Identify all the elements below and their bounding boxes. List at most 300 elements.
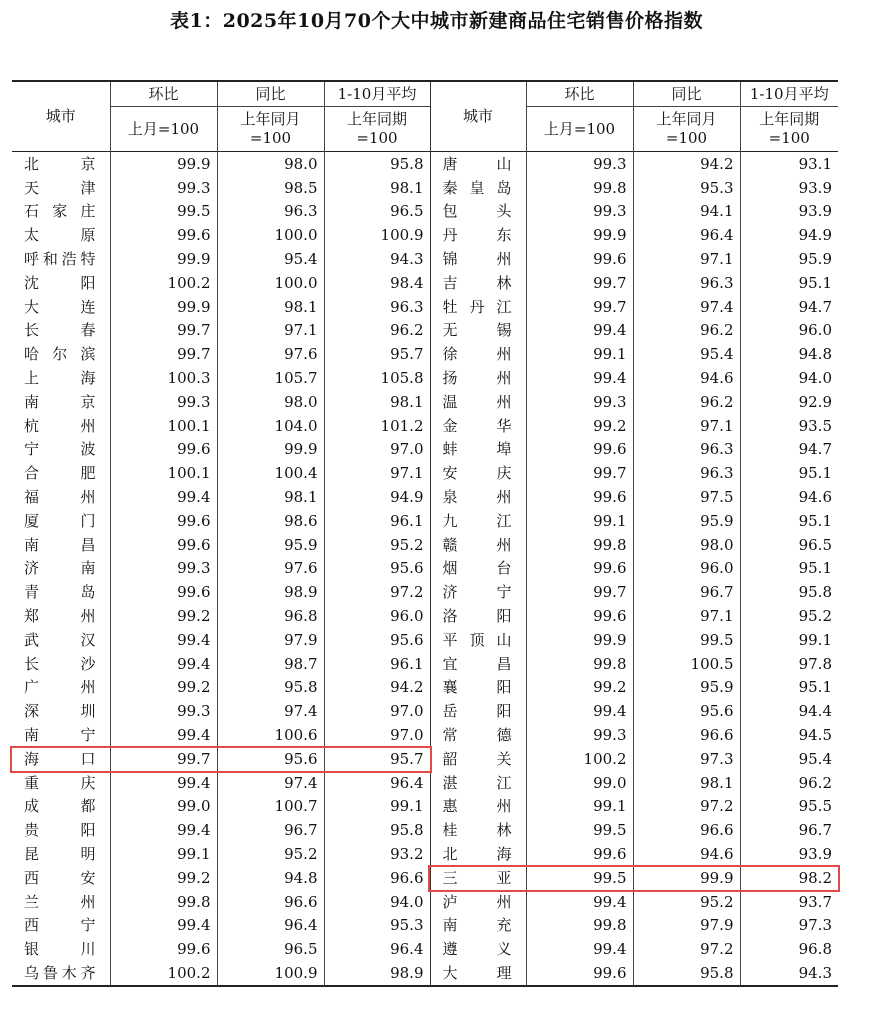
- table-row: [12, 200, 838, 224]
- yoy-value-right: 98.1: [633, 771, 740, 795]
- yoy-value-right: 97.2: [633, 795, 740, 819]
- mom-value-right: 99.2: [526, 676, 633, 700]
- mom-value-left: 99.2: [110, 676, 217, 700]
- header-mom-sub-left: 上月=100: [110, 107, 217, 152]
- table-row: [12, 580, 838, 604]
- avg-value-right: 95.1: [798, 511, 832, 530]
- city-name-right: 丹东: [430, 223, 526, 247]
- mom-value-right: 99.1: [526, 509, 633, 533]
- yoy-value-right: 94.2: [633, 152, 740, 176]
- yoy-value-left: 94.8: [217, 866, 324, 890]
- city-name-left: 宁波: [12, 438, 110, 462]
- header-avg-sub-left: [324, 107, 430, 152]
- yoy-value-right: 94.1: [633, 200, 740, 224]
- table-row: [12, 890, 838, 914]
- header-yoy-sub-line2: =100: [665, 129, 708, 147]
- header-avg-left: 1-10月平均: [324, 81, 430, 107]
- yoy-value-right: 95.6: [633, 699, 740, 723]
- table-title: 表1：2025年10月70个大中城市新建商品住宅销售价格指数: [170, 10, 703, 32]
- city-name-left: 广州: [12, 676, 110, 700]
- header-yoy-sub-right: [633, 107, 740, 152]
- city-name-right: 北海: [430, 842, 526, 866]
- avg-value-right: 95.9: [798, 250, 832, 269]
- header-yoy-sub-line1: 上年同月: [240, 110, 301, 128]
- city-name-left: 太原: [12, 223, 110, 247]
- mom-value-right: 99.4: [526, 366, 633, 390]
- city-name-right: 锦州: [430, 247, 526, 271]
- city-name-left: 杭州: [12, 414, 110, 438]
- city-name-left: 哈尔滨: [12, 342, 110, 366]
- avg-value-left: 100.9: [324, 223, 430, 247]
- yoy-value-right: 96.4: [633, 223, 740, 247]
- table-row: [12, 604, 838, 628]
- yoy-value-left: 98.7: [217, 652, 324, 676]
- city-name-left: 南宁: [12, 723, 110, 747]
- city-name-right: 三亚: [430, 866, 526, 890]
- city-name-right: 大理: [430, 961, 526, 986]
- table-row: [12, 414, 838, 438]
- avg-value-right: 96.8: [798, 940, 832, 959]
- city-name-right: 遵义: [430, 937, 526, 961]
- table-row: [12, 914, 838, 938]
- yoy-value-left: 97.4: [217, 771, 324, 795]
- city-name-right: 宜昌: [430, 652, 526, 676]
- avg-value-right: 93.9: [798, 845, 832, 863]
- city-name-right: 徐州: [430, 342, 526, 366]
- city-name-left: 郑州: [12, 604, 110, 628]
- mom-value-left: 99.4: [110, 818, 217, 842]
- header-yoy-left: 同比: [217, 81, 324, 107]
- yoy-value-right: 95.3: [633, 176, 740, 200]
- header-yoy-sub-line2: =100: [249, 129, 292, 147]
- avg-value-right: 96.2: [798, 773, 832, 792]
- city-name-right: 泸州: [430, 890, 526, 914]
- table-row: [12, 676, 838, 700]
- city-name-right: 襄阳: [430, 676, 526, 700]
- table-row: [12, 223, 838, 247]
- avg-value-right: 93.7: [798, 892, 832, 911]
- yoy-value-left: 98.1: [217, 295, 324, 319]
- city-name-right: 包头: [430, 200, 526, 224]
- avg-value-left: 94.3: [324, 247, 430, 271]
- city-name-right: 安庆: [430, 461, 526, 485]
- table-body: [12, 152, 838, 986]
- mom-value-right: 99.7: [526, 461, 633, 485]
- city-name-right: 惠州: [430, 795, 526, 819]
- mom-value-right: 99.4: [526, 890, 633, 914]
- table-row: [12, 699, 838, 723]
- avg-value-left: 93.2: [324, 842, 430, 866]
- yoy-value-left: 95.8: [217, 676, 324, 700]
- mom-value-right: 99.8: [526, 176, 633, 200]
- header-avg-sub-line1: 上年同期: [759, 110, 820, 128]
- mom-value-left: 99.0: [110, 795, 217, 819]
- table-row: [12, 652, 838, 676]
- avg-value-left: 98.9: [324, 961, 430, 986]
- mom-value-right: 99.5: [526, 866, 633, 890]
- yoy-value-left: 98.1: [217, 485, 324, 509]
- mom-value-right: 99.6: [526, 247, 633, 271]
- city-name-right: 吉林: [430, 271, 526, 295]
- mom-value-right: 99.1: [526, 795, 633, 819]
- avg-value-left: 96.0: [324, 604, 430, 628]
- yoy-value-left: 96.8: [217, 604, 324, 628]
- city-name-left: 昆明: [12, 842, 110, 866]
- table-row: [12, 628, 838, 652]
- header-avg-sub-line2: =100: [768, 129, 810, 147]
- avg-value-right: 93.9: [798, 202, 832, 221]
- yoy-value-left: 96.4: [217, 914, 324, 938]
- avg-value-right: 95.5: [798, 797, 832, 816]
- city-name-right: 秦皇岛: [430, 176, 526, 200]
- yoy-value-right: 97.1: [633, 604, 740, 628]
- mom-value-left: 100.1: [110, 461, 217, 485]
- yoy-value-right: 96.2: [633, 319, 740, 343]
- city-name-left: 长沙: [12, 652, 110, 676]
- yoy-value-left: 96.7: [217, 818, 324, 842]
- city-name-right: 赣州: [430, 533, 526, 557]
- yoy-value-right: 97.1: [633, 247, 740, 271]
- mom-value-right: 99.6: [526, 842, 633, 866]
- yoy-value-right: 96.3: [633, 438, 740, 462]
- avg-value-right: 97.8: [798, 654, 832, 673]
- yoy-value-right: 99.9: [633, 866, 740, 890]
- city-name-left: 厦门: [12, 509, 110, 533]
- header-avg-right: 1-10月平均: [740, 81, 838, 107]
- header-city-right: 城市: [430, 81, 526, 152]
- avg-value-right: 94.3: [740, 961, 838, 986]
- table-row: [12, 176, 838, 200]
- avg-value-left: 95.6: [324, 557, 430, 581]
- yoy-value-right: 96.3: [633, 271, 740, 295]
- yoy-value-right: 97.9: [633, 914, 740, 938]
- city-name-left: 乌鲁木齐: [12, 961, 110, 986]
- avg-value-right: 98.2: [798, 868, 832, 887]
- table-row: [12, 723, 838, 747]
- avg-value-left: 96.6: [324, 866, 430, 890]
- avg-value-left: 94.2: [324, 676, 430, 700]
- mom-value-left: 99.6: [110, 937, 217, 961]
- avg-value-left: 96.4: [324, 937, 430, 961]
- table-row: [12, 557, 838, 581]
- header-yoy-right: 同比: [633, 81, 740, 107]
- yoy-value-right: 95.9: [633, 509, 740, 533]
- yoy-value-left: 95.9: [217, 533, 324, 557]
- city-name-left: 南昌: [12, 533, 110, 557]
- city-name-left: 北京: [12, 152, 110, 176]
- mom-value-right: 99.4: [526, 937, 633, 961]
- yoy-value-left: 96.6: [217, 890, 324, 914]
- city-name-right: 扬州: [430, 366, 526, 390]
- city-name-right: 南充: [430, 914, 526, 938]
- avg-value-left: 98.1: [324, 176, 430, 200]
- yoy-value-left: 98.0: [217, 152, 324, 176]
- avg-value-right: 94.9: [798, 226, 832, 245]
- city-name-left: 深圳: [12, 699, 110, 723]
- city-name-left: 天津: [12, 176, 110, 200]
- table-row: [12, 533, 838, 557]
- yoy-value-right: 96.6: [633, 723, 740, 747]
- yoy-value-left: 98.6: [217, 509, 324, 533]
- header-mom-sub-right: 上月=100: [526, 107, 633, 152]
- mom-value-right: 99.6: [526, 438, 633, 462]
- city-name-right: 桂林: [430, 818, 526, 842]
- mom-value-left: 99.7: [110, 319, 217, 343]
- city-name-right: 洛阳: [430, 604, 526, 628]
- mom-value-left: 99.9: [110, 247, 217, 271]
- table-row: [12, 247, 838, 271]
- yoy-value-right: 96.2: [633, 390, 740, 414]
- price-index-table: [12, 80, 838, 987]
- mom-value-right: 99.9: [526, 628, 633, 652]
- city-name-right: 烟台: [430, 557, 526, 581]
- yoy-value-right: 97.1: [633, 414, 740, 438]
- avg-value-left: 98.4: [324, 271, 430, 295]
- city-name-left: 合肥: [12, 461, 110, 485]
- avg-value-right: 94.7: [798, 297, 832, 316]
- avg-value-right: 94.4: [798, 702, 832, 721]
- city-name-left: 武汉: [12, 628, 110, 652]
- mom-value-left: 99.3: [110, 176, 217, 200]
- avg-value-left: 95.7: [324, 747, 430, 771]
- mom-value-right: 99.6: [526, 604, 633, 628]
- mom-value-right: 99.7: [526, 271, 633, 295]
- avg-value-left: 97.1: [324, 461, 430, 485]
- city-name-left: 海口: [12, 747, 110, 771]
- yoy-value-left: 97.6: [217, 342, 324, 366]
- yoy-value-right: 95.2: [633, 890, 740, 914]
- avg-value-right: 96.7: [798, 821, 832, 840]
- city-name-right: 九江: [430, 509, 526, 533]
- city-name-right: 蚌埠: [430, 438, 526, 462]
- avg-value-right: 94.0: [798, 369, 832, 388]
- avg-value-right: 95.1: [798, 559, 832, 578]
- header-mom-left: 环比: [110, 81, 217, 107]
- mom-value-right: 99.8: [526, 533, 633, 557]
- avg-value-left: 101.2: [324, 414, 430, 438]
- yoy-value-right: 94.6: [633, 366, 740, 390]
- avg-value-right: 96.5: [798, 535, 832, 554]
- yoy-value-right: 100.5: [633, 652, 740, 676]
- yoy-value-right: 96.7: [633, 580, 740, 604]
- yoy-value-right: 94.6: [633, 842, 740, 866]
- avg-value-right: 94.7: [798, 440, 832, 459]
- mom-value-left: 99.7: [110, 342, 217, 366]
- yoy-value-left: 105.7: [217, 366, 324, 390]
- header-avg-sub-line2: =100: [356, 129, 398, 147]
- city-name-left: 兰州: [12, 890, 110, 914]
- table-row: [12, 747, 838, 771]
- yoy-value-right: 98.0: [633, 533, 740, 557]
- mom-value-left: 99.3: [110, 699, 217, 723]
- mom-value-right: 99.4: [526, 699, 633, 723]
- yoy-value-left: 95.4: [217, 247, 324, 271]
- mom-value-right: 99.2: [526, 414, 633, 438]
- table-row: [12, 342, 838, 366]
- city-name-left: 长春: [12, 319, 110, 343]
- table-row: [12, 295, 838, 319]
- city-name-right: 泉州: [430, 485, 526, 509]
- mom-value-left: 99.4: [110, 723, 217, 747]
- avg-value-left: 95.7: [324, 342, 430, 366]
- city-name-right: 牡丹江: [430, 295, 526, 319]
- yoy-value-right: 99.5: [633, 628, 740, 652]
- avg-value-right: 97.3: [798, 916, 832, 935]
- yoy-value-right: 97.4: [633, 295, 740, 319]
- yoy-value-left: 95.2: [217, 842, 324, 866]
- mom-value-left: 99.6: [110, 533, 217, 557]
- yoy-value-left: 100.4: [217, 461, 324, 485]
- avg-value-right: 96.0: [798, 321, 832, 340]
- table-row: [12, 795, 838, 819]
- table-row: [12, 271, 838, 295]
- avg-value-right: 94.5: [798, 726, 832, 745]
- yoy-value-left: 96.5: [217, 937, 324, 961]
- city-name-left: 沈阳: [12, 271, 110, 295]
- city-name-right: 韶关: [430, 747, 526, 771]
- yoy-value-right: 96.3: [633, 461, 740, 485]
- yoy-value-left: 104.0: [217, 414, 324, 438]
- mom-value-left: 99.3: [110, 390, 217, 414]
- mom-value-left: 99.6: [110, 509, 217, 533]
- avg-value-left: 99.1: [324, 795, 430, 819]
- mom-value-left: 99.5: [110, 200, 217, 224]
- avg-value-left: 94.0: [324, 890, 430, 914]
- city-name-left: 重庆: [12, 771, 110, 795]
- city-name-left: 青岛: [12, 580, 110, 604]
- table-row: [12, 961, 838, 986]
- yoy-value-left: 100.7: [217, 795, 324, 819]
- avg-value-right: 99.1: [798, 630, 832, 649]
- city-name-left: 西安: [12, 866, 110, 890]
- mom-value-right: 99.0: [526, 771, 633, 795]
- mom-value-right: 100.2: [526, 747, 633, 771]
- table-row: [12, 842, 838, 866]
- avg-value-left: 96.1: [324, 509, 430, 533]
- city-name-left: 济南: [12, 557, 110, 581]
- avg-value-right: 95.1: [798, 464, 832, 483]
- yoy-value-left: 98.9: [217, 580, 324, 604]
- table-row: [12, 818, 838, 842]
- header-yoy-sub-line1: 上年同月: [656, 110, 717, 128]
- avg-value-left: 98.1: [324, 390, 430, 414]
- avg-value-right: 95.4: [798, 749, 832, 768]
- header-avg-sub-right: [740, 107, 838, 152]
- avg-value-left: 95.6: [324, 628, 430, 652]
- yoy-value-right: 95.4: [633, 342, 740, 366]
- mom-value-right: 99.6: [526, 485, 633, 509]
- yoy-value-left: 95.6: [217, 747, 324, 771]
- avg-value-left: 95.2: [324, 533, 430, 557]
- mom-value-right: 99.1: [526, 342, 633, 366]
- mom-value-right: 99.4: [526, 319, 633, 343]
- yoy-value-left: 99.9: [217, 438, 324, 462]
- mom-value-left: 99.4: [110, 771, 217, 795]
- city-name-right: 岳阳: [430, 699, 526, 723]
- header-city-left: 城市: [12, 81, 110, 152]
- mom-value-left: 100.3: [110, 366, 217, 390]
- yoy-value-right: 95.8: [633, 961, 740, 986]
- yoy-value-left: 97.4: [217, 699, 324, 723]
- yoy-value-left: 97.6: [217, 557, 324, 581]
- avg-value-right: 95.8: [798, 583, 832, 602]
- city-name-right: 无锡: [430, 319, 526, 343]
- city-name-right: 平顶山: [430, 628, 526, 652]
- city-name-left: 呼和浩特: [12, 247, 110, 271]
- city-name-right: 湛江: [430, 771, 526, 795]
- table-row: [12, 438, 838, 462]
- mom-value-left: 99.6: [110, 223, 217, 247]
- yoy-value-left: 98.5: [217, 176, 324, 200]
- mom-value-right: 99.7: [526, 580, 633, 604]
- mom-value-right: 99.5: [526, 818, 633, 842]
- city-name-right: 温州: [430, 390, 526, 414]
- city-name-right: 唐山: [430, 152, 526, 176]
- avg-value-left: 96.1: [324, 652, 430, 676]
- mom-value-right: 99.3: [526, 200, 633, 224]
- mom-value-left: 99.4: [110, 652, 217, 676]
- mom-value-left: 100.1: [110, 414, 217, 438]
- yoy-value-left: 100.6: [217, 723, 324, 747]
- table-row: [12, 319, 838, 343]
- mom-value-right: 99.3: [526, 390, 633, 414]
- avg-value-left: 97.0: [324, 723, 430, 747]
- table-row: [12, 390, 838, 414]
- avg-value-right: 92.9: [798, 392, 832, 411]
- city-name-right: 常德: [430, 723, 526, 747]
- city-name-left: 银川: [12, 937, 110, 961]
- mom-value-left: 99.9: [110, 152, 217, 176]
- mom-value-left: 99.9: [110, 295, 217, 319]
- city-name-left: 贵阳: [12, 818, 110, 842]
- city-name-left: 南京: [12, 390, 110, 414]
- avg-value-left: 95.8: [324, 818, 430, 842]
- city-name-left: 石家庄: [12, 200, 110, 224]
- city-name-left: 大连: [12, 295, 110, 319]
- avg-value-left: 95.3: [324, 914, 430, 938]
- yoy-value-left: 97.9: [217, 628, 324, 652]
- avg-value-left: 96.2: [324, 319, 430, 343]
- avg-value-left: 105.8: [324, 366, 430, 390]
- mom-value-left: 99.6: [110, 580, 217, 604]
- avg-value-right: 94.6: [798, 488, 832, 507]
- mom-value-left: 99.8: [110, 890, 217, 914]
- mom-value-left: 99.4: [110, 628, 217, 652]
- mom-value-right: 99.6: [526, 557, 633, 581]
- yoy-value-left: 97.1: [217, 319, 324, 343]
- avg-value-left: 96.4: [324, 771, 430, 795]
- yoy-value-right: 95.9: [633, 676, 740, 700]
- avg-value-left: 96.5: [324, 200, 430, 224]
- yoy-value-left: 100.0: [217, 223, 324, 247]
- mom-value-left: 99.4: [110, 914, 217, 938]
- avg-value-left: 96.3: [324, 295, 430, 319]
- mom-value-right: 99.9: [526, 223, 633, 247]
- table-row: [12, 461, 838, 485]
- mom-value-left: 99.6: [110, 438, 217, 462]
- avg-value-right: 94.8: [798, 345, 832, 364]
- mom-value-right: 99.7: [526, 295, 633, 319]
- mom-value-right: 99.3: [526, 723, 633, 747]
- avg-value-left: 97.0: [324, 699, 430, 723]
- city-name-right: 金华: [430, 414, 526, 438]
- mom-value-left: 99.3: [110, 557, 217, 581]
- table-row: [12, 509, 838, 533]
- mom-value-left: 99.7: [110, 747, 217, 771]
- city-name-left: 福州: [12, 485, 110, 509]
- mom-value-right: 99.8: [526, 914, 633, 938]
- mom-value-left: 100.2: [110, 271, 217, 295]
